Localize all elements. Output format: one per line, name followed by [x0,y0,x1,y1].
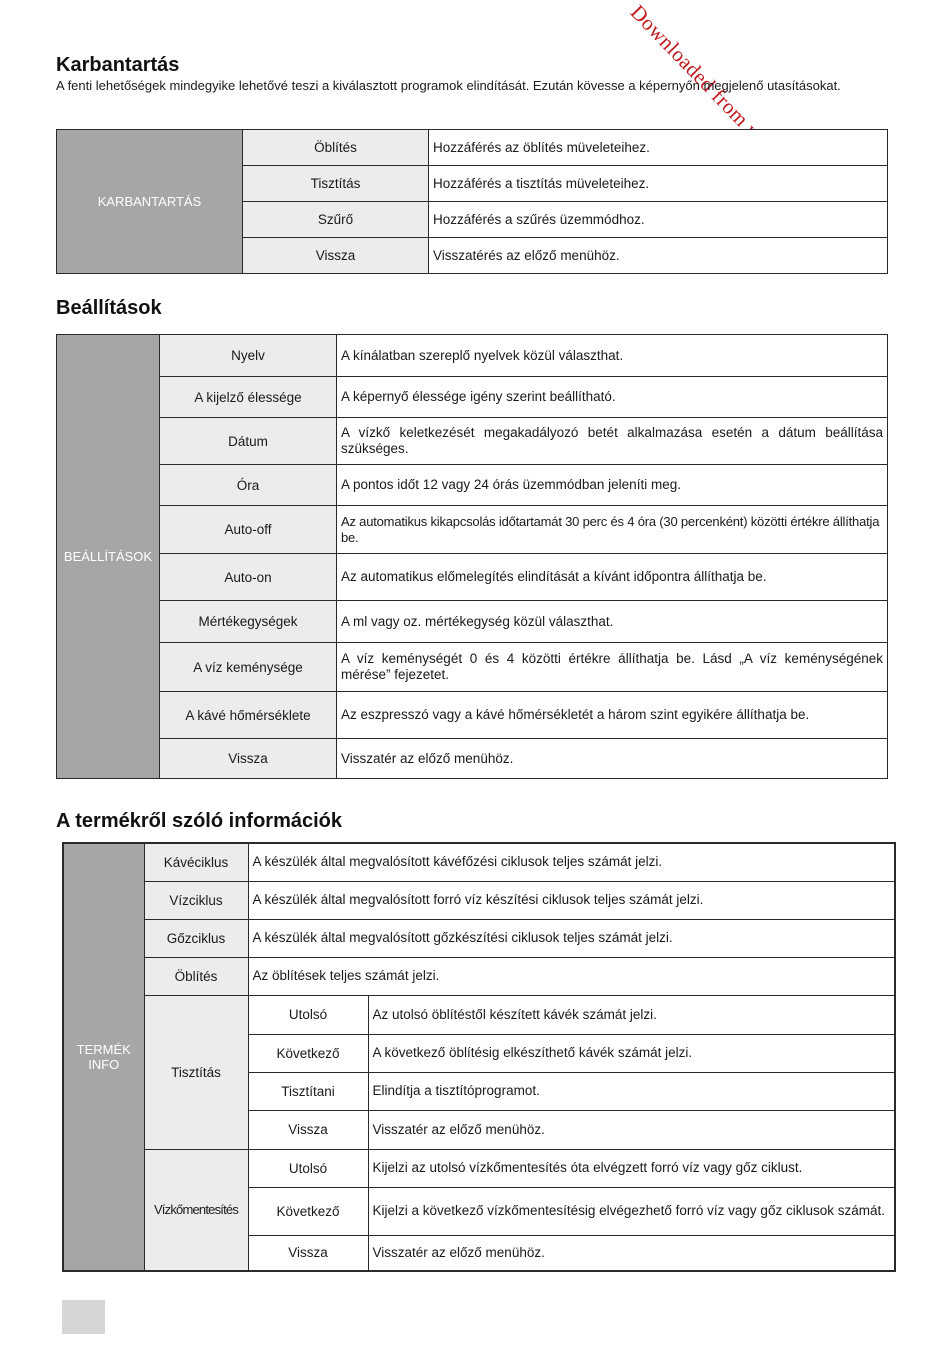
menu-item-label: Tisztítás [243,166,429,202]
menu-item-description: A kínálatban szereplő nyelvek közül választhat. [337,335,888,377]
submenu-item-description: Elindítja a tisztítóprogramot. [368,1072,895,1110]
submenu-item-description: Visszatér az előző menühöz. [368,1110,895,1149]
menu-item-label: Auto-off [160,506,337,554]
menu-item-description: A készülék által megvalósított forró víz készítési ciklusok teljes számát jelzi. [248,881,895,919]
product-info-group-label-line2: INFO [88,1057,120,1072]
submenu-item-label: Tisztítani [248,1072,368,1110]
submenu-item-label: Utolsó [248,995,368,1034]
menu-item-description: Az automatikus kikapcsolás időtartamát 30 perc és 4 óra (30 percenként) közötti értékre állíthatja be. [337,506,888,554]
product-info-table [62,842,896,1272]
submenu-item-label: Utolsó [248,1149,368,1187]
menu-item-description: A képernyő élessége igény szerint beállítható. [337,377,888,418]
menu-item-description: Hozzáférés a tisztítás müveleteihez. [429,166,888,202]
settings-group-label: BEÁLLÍTÁSOK [57,335,160,779]
menu-item-label: Gőzciklus [144,919,248,957]
maintenance-table [56,129,888,274]
cleaning-group-label: Tisztítás [144,995,248,1149]
menu-item-label: A kijelző élessége [160,377,337,418]
product-info-title: A termékről szóló információk [56,810,342,832]
product-info-group-label [63,843,144,1271]
menu-item-description: A ml vagy oz. mértékegység közül választhat. [337,601,888,643]
submenu-item-label: Következő [248,1187,368,1235]
menu-item-description: A víz keménységét 0 és 4 közötti értékre állíthatja be. Lásd „A víz keménységének mérése” fejezetet. [337,643,888,692]
menu-item-label: Vízciklus [144,881,248,919]
menu-item-label: A kávé hőmérséklete [160,692,337,739]
menu-item-description: A vízkő keletkezését megakadályozó betét alkalmazása esetén a dátum beállítása szükséges. [337,418,888,465]
submenu-item-description: Visszatér az előző menühöz. [368,1235,895,1271]
menu-item-label: Vissza [243,238,429,274]
submenu-item-label: Következő [248,1034,368,1072]
menu-item-description: A készülék által megvalósított gőzkészítési ciklusok teljes számát jelzi. [248,919,895,957]
menu-item-label: Öblítés [243,130,429,166]
submenu-item-description: Kijelzi az utolsó vízkőmentesítés óta elvégzett forró víz vagy gőz ciklust. [368,1149,895,1187]
menu-item-description: Visszatér az előző menühöz. [337,739,888,779]
menu-item-description: A pontos időt 12 vagy 24 órás üzemmódban jeleníti meg. [337,465,888,506]
settings-table [56,334,888,779]
menu-item-description: Az öblítések teljes számát jelzi. [248,957,895,995]
maintenance-group-label: KARBANTARTÁS [57,130,243,274]
menu-item-label: Dátum [160,418,337,465]
descaling-group-label: Vízkőmentesítés [144,1149,248,1271]
submenu-item-description: A következő öblítésig elkészíthető kávék számát jelzi. [368,1034,895,1072]
menu-item-label: Óra [160,465,337,506]
menu-item-label: Vissza [160,739,337,779]
submenu-item-label: Vissza [248,1235,368,1271]
menu-item-description: Az automatikus előmelegítés elindítását a kívánt időpontra állíthatja be. [337,554,888,601]
menu-item-label: Kávéciklus [144,843,248,881]
menu-item-label: Szűrő [243,202,429,238]
submenu-item-label: Vissza [248,1110,368,1149]
maintenance-intro: A fenti lehetőségek mindegyike lehetővé teszi a kiválasztott programok elindítását. Ezután kövesse a képernyőn megjelenő utasításokat. [56,78,841,93]
submenu-item-description: Kijelzi a következő vízkőmentesítésig elvégezhető forró víz vagy gőz ciklusok számát. [368,1187,895,1235]
menu-item-label: Mértékegységek [160,601,337,643]
menu-item-label: Öblítés [144,957,248,995]
page-number-box [62,1300,105,1334]
menu-item-label: Nyelv [160,335,337,377]
product-info-group-label-line1: TERMÉK [76,1042,131,1057]
settings-title: Beállítások [56,297,162,319]
menu-item-description: Az eszpresszó vagy a kávé hőmérsékletét a három szint egyikére állíthatja be. [337,692,888,739]
menu-item-description: Hozzáférés a szűrés üzemmódhoz. [429,202,888,238]
menu-item-description: Visszatérés az előző menühöz. [429,238,888,274]
menu-item-label: A víz keménysége [160,643,337,692]
menu-item-label: Auto-on [160,554,337,601]
menu-item-description: Hozzáférés az öblítés müveleteihez. [429,130,888,166]
menu-item-description: A készülék által megvalósított kávéfőzési ciklusok teljes számát jelzi. [248,843,895,881]
submenu-item-description: Az utolsó öblítéstől készített kávék számát jelzi. [368,995,895,1034]
maintenance-title: Karbantartás [56,54,180,76]
